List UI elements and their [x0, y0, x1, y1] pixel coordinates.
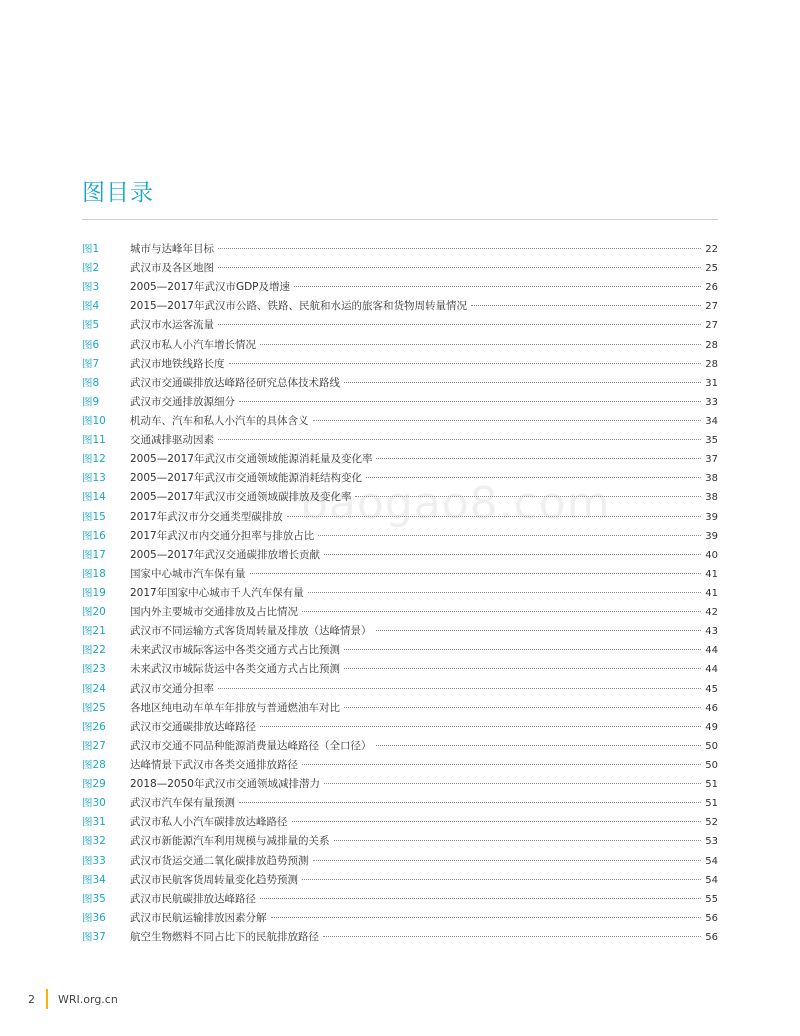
figure-page-number: 42 [705, 607, 718, 619]
figure-title: 武汉市交通碳排放达峰路径研究总体技术路线 [130, 376, 340, 389]
figure-title: 武汉市不同运输方式客货周转量及排放（达峰情景） [130, 625, 372, 638]
figure-page-number: 56 [705, 912, 718, 924]
figure-page-number: 39 [705, 530, 718, 542]
figure-number: 图13 [82, 472, 106, 485]
figure-number: 图9 [82, 395, 100, 408]
toc-entry[interactable] [82, 756, 718, 775]
toc-entry[interactable] [82, 718, 718, 737]
dot-leader [313, 420, 702, 421]
figure-number: 图32 [82, 835, 106, 848]
toc-entry[interactable] [82, 832, 718, 851]
figure-page-number: 52 [705, 817, 718, 829]
dot-leader [302, 764, 701, 765]
figure-page-number: 27 [705, 320, 718, 332]
toc-entry[interactable] [82, 374, 718, 393]
dot-leader [324, 783, 701, 784]
figure-page-number: 51 [705, 779, 718, 791]
figure-number: 图18 [82, 567, 106, 580]
figure-title: 武汉市民航客货周转量变化趋势预测 [130, 873, 298, 886]
figure-number: 图10 [82, 414, 106, 427]
figure-page-number: 45 [705, 683, 718, 695]
figure-page-number: 41 [705, 587, 718, 599]
toc-entry[interactable] [82, 737, 718, 756]
dot-leader [218, 267, 701, 268]
figure-page-number: 33 [705, 396, 718, 408]
toc-entry[interactable] [82, 775, 718, 794]
dot-leader [302, 611, 701, 612]
toc-entry[interactable] [82, 527, 718, 546]
figure-number: 图31 [82, 816, 106, 829]
figure-title: 2005—2017年武汉市交通领域碳排放及变化率 [130, 491, 352, 504]
figure-number: 图8 [82, 376, 100, 389]
figure-title: 武汉市交通分担率 [130, 682, 214, 695]
toc-entry[interactable] [82, 316, 718, 335]
dot-leader [366, 477, 701, 478]
figure-title: 2005—2017年武汉交通碳排放增长贡献 [130, 548, 320, 561]
figure-page-number: 40 [705, 549, 718, 561]
toc-entry[interactable] [82, 259, 718, 278]
figure-number: 图4 [82, 300, 100, 313]
figure-title: 武汉市交通不同品种能源消费量达峰路径（全口径） [130, 739, 372, 752]
dot-leader [260, 898, 701, 899]
toc-entry[interactable] [82, 794, 718, 813]
figure-page-number: 22 [705, 244, 718, 255]
figure-page-number: 53 [705, 836, 718, 848]
dot-leader [344, 707, 701, 708]
figure-page-number: 54 [705, 874, 718, 886]
figure-title: 武汉市民航运输排放因素分解 [130, 911, 267, 924]
dot-leader [302, 879, 701, 880]
dot-leader [344, 382, 701, 383]
figure-number: 图14 [82, 491, 106, 504]
figure-title: 武汉市地铁线路长度 [130, 357, 225, 370]
figure-number: 图34 [82, 873, 106, 886]
figure-title: 武汉市货运交通二氧化碳排放趋势预测 [130, 854, 309, 867]
toc-entry[interactable] [82, 584, 718, 603]
footer-page-number: 2 [28, 993, 35, 1006]
figure-page-number: 39 [705, 511, 718, 523]
dot-leader [239, 802, 701, 803]
toc-entry[interactable] [82, 852, 718, 871]
toc-entry[interactable] [82, 928, 718, 947]
figure-page-number: 27 [705, 301, 718, 313]
title-divider [82, 219, 718, 220]
figure-title: 城市与达峰年目标 [130, 243, 214, 255]
figure-page-number: 49 [705, 721, 718, 733]
toc-entry[interactable] [82, 680, 718, 699]
figure-number: 图6 [82, 338, 100, 351]
figure-title: 2018—2050年武汉市交通领域减排潜力 [130, 778, 320, 791]
figure-page-number: 50 [705, 759, 718, 771]
dot-leader [376, 630, 702, 631]
figure-table-of-contents [82, 240, 718, 947]
figure-page-number: 55 [705, 893, 718, 905]
dot-leader [250, 573, 702, 574]
figure-number: 图2 [82, 262, 100, 275]
figure-title: 2017年武汉市内交通分担率与排放占比 [130, 529, 315, 542]
figure-page-number: 38 [705, 492, 718, 504]
dot-leader [318, 535, 701, 536]
figure-title: 国家中心城市汽车保有量 [130, 567, 246, 580]
figure-page-number: 54 [705, 855, 718, 867]
dot-leader [344, 649, 701, 650]
figure-number: 图23 [82, 663, 106, 676]
toc-entry[interactable] [82, 660, 718, 679]
toc-entry[interactable] [82, 909, 718, 928]
dot-leader [271, 917, 702, 918]
figure-title: 2005—2017年武汉市交通领域能源消耗结构变化 [130, 472, 362, 485]
figure-page-number: 41 [705, 568, 718, 580]
toc-entry[interactable] [82, 641, 718, 660]
figure-title: 2015—2017年武汉市公路、铁路、民航和水运的旅客和货物周转量情况 [130, 300, 467, 313]
figure-title: 航空生物燃料不同占比下的民航排放路径 [130, 930, 319, 943]
figure-number: 图25 [82, 701, 106, 714]
figure-title: 交通减排驱动因素 [130, 434, 214, 447]
figure-number: 图30 [82, 797, 106, 810]
figure-page-number: 31 [705, 377, 718, 389]
figure-page-number: 34 [705, 415, 718, 427]
figure-number: 图28 [82, 758, 106, 771]
toc-entry[interactable] [82, 622, 718, 641]
dot-leader [323, 936, 701, 937]
figure-number: 图29 [82, 778, 106, 791]
figure-page-number: 56 [705, 931, 718, 943]
toc-entry[interactable] [82, 813, 718, 832]
page-title: 图目录 [82, 180, 154, 206]
figure-number: 图5 [82, 319, 100, 332]
figure-number: 图33 [82, 854, 106, 867]
dot-leader [376, 458, 701, 459]
figure-page-number: 35 [705, 435, 718, 447]
figure-page-number: 37 [705, 454, 718, 466]
figure-page-number: 25 [705, 263, 718, 275]
dot-leader [471, 305, 701, 306]
figure-title: 未来武汉市城际客运中各类交通方式占比预测 [130, 644, 340, 657]
toc-entry[interactable] [82, 871, 718, 890]
toc-entry[interactable] [82, 699, 718, 718]
figure-title: 2017年国家中心城市千人汽车保有量 [130, 586, 304, 599]
watermark: baogao8.com [300, 478, 611, 529]
figure-title: 国内外主要城市交通排放及占比情况 [130, 606, 298, 619]
figure-number: 图11 [82, 434, 106, 447]
toc-entry[interactable] [82, 278, 718, 297]
figure-number: 图1 [82, 243, 100, 255]
figure-number: 图36 [82, 911, 106, 924]
figure-title: 武汉市水运客流量 [130, 319, 214, 332]
dot-leader [334, 840, 702, 841]
dot-leader [294, 286, 701, 287]
figure-number: 图20 [82, 606, 106, 619]
dot-leader [324, 554, 701, 555]
dot-leader [239, 401, 701, 402]
dot-leader [355, 496, 701, 497]
dot-leader [229, 363, 702, 364]
figure-number: 图12 [82, 453, 106, 466]
toc-entry[interactable] [82, 431, 718, 450]
dot-leader [376, 745, 702, 746]
figure-number: 图7 [82, 357, 100, 370]
toc-entry[interactable] [82, 393, 718, 412]
figure-page-number: 50 [705, 740, 718, 752]
toc-entry[interactable] [82, 240, 718, 259]
figure-number: 图21 [82, 625, 106, 638]
figure-title: 武汉市及各区地图 [130, 262, 214, 275]
figure-number: 图26 [82, 720, 106, 733]
footer-accent-bar [46, 989, 48, 1009]
figure-title: 武汉市新能源汽车利用规模与减排量的关系 [130, 835, 330, 848]
figure-title: 机动车、汽车和私人小汽车的具体含义 [130, 414, 309, 427]
figure-number: 图24 [82, 682, 106, 695]
figure-page-number: 51 [705, 798, 718, 810]
dot-leader [218, 248, 701, 249]
toc-entry[interactable] [82, 297, 718, 316]
toc-entry[interactable] [82, 412, 718, 431]
dot-leader [292, 821, 702, 822]
figure-page-number: 43 [705, 626, 718, 638]
figure-title: 2005—2017年武汉市GDP及增速 [130, 281, 290, 294]
figure-page-number: 26 [705, 282, 718, 294]
toc-entry[interactable] [82, 450, 718, 469]
figure-title: 武汉市私人小汽车增长情况 [130, 338, 256, 351]
toc-entry[interactable] [82, 565, 718, 584]
figure-title: 武汉市私人小汽车碳排放达峰路径 [130, 816, 288, 829]
toc-entry[interactable] [82, 336, 718, 355]
toc-entry[interactable] [82, 488, 718, 507]
figure-title: 未来武汉市城际货运中各类交通方式占比预测 [130, 663, 340, 676]
figure-page-number: 38 [705, 473, 718, 485]
figure-title: 武汉市汽车保有量预测 [130, 797, 235, 810]
dot-leader [313, 860, 702, 861]
dot-leader [218, 324, 701, 325]
figure-number: 图3 [82, 281, 100, 294]
figure-title: 2017年武汉市分交通类型碳排放 [130, 510, 283, 523]
figure-title: 2005—2017年武汉市交通领域能源消耗量及变化率 [130, 453, 373, 466]
toc-entry[interactable] [82, 546, 718, 565]
dot-leader [260, 726, 701, 727]
dot-leader [218, 439, 701, 440]
dot-leader [218, 688, 701, 689]
figure-title: 各地区纯电动车单车年排放与普通燃油车对比 [130, 701, 340, 714]
figure-page-number: 44 [705, 645, 718, 657]
figure-page-number: 28 [705, 339, 718, 351]
figure-title: 武汉市民航碳排放达峰路径 [130, 892, 256, 905]
figure-page-number: 28 [705, 358, 718, 370]
figure-number: 图17 [82, 548, 106, 561]
dot-leader [344, 668, 701, 669]
dot-leader [308, 592, 702, 593]
figure-number: 图15 [82, 510, 106, 523]
toc-entry[interactable] [82, 355, 718, 374]
figure-title: 武汉市交通碳排放达峰路径 [130, 720, 256, 733]
dot-leader [260, 344, 701, 345]
figure-title: 达峰情景下武汉市各类交通排放路径 [130, 758, 298, 771]
figure-number: 图19 [82, 586, 106, 599]
figure-title: 武汉市交通排放源细分 [130, 395, 235, 408]
footer-site-link[interactable]: WRI.org.cn [58, 993, 118, 1006]
toc-entry[interactable] [82, 508, 718, 527]
figure-page-number: 46 [705, 702, 718, 714]
figure-number: 图37 [82, 930, 106, 943]
figure-page-number: 44 [705, 664, 718, 676]
figure-number: 图16 [82, 529, 106, 542]
toc-entry[interactable] [82, 890, 718, 909]
figure-number: 图22 [82, 644, 106, 657]
toc-entry[interactable] [82, 469, 718, 488]
dot-leader [287, 516, 702, 517]
figure-number: 图27 [82, 739, 106, 752]
figure-number: 图35 [82, 892, 106, 905]
toc-entry[interactable] [82, 603, 718, 622]
